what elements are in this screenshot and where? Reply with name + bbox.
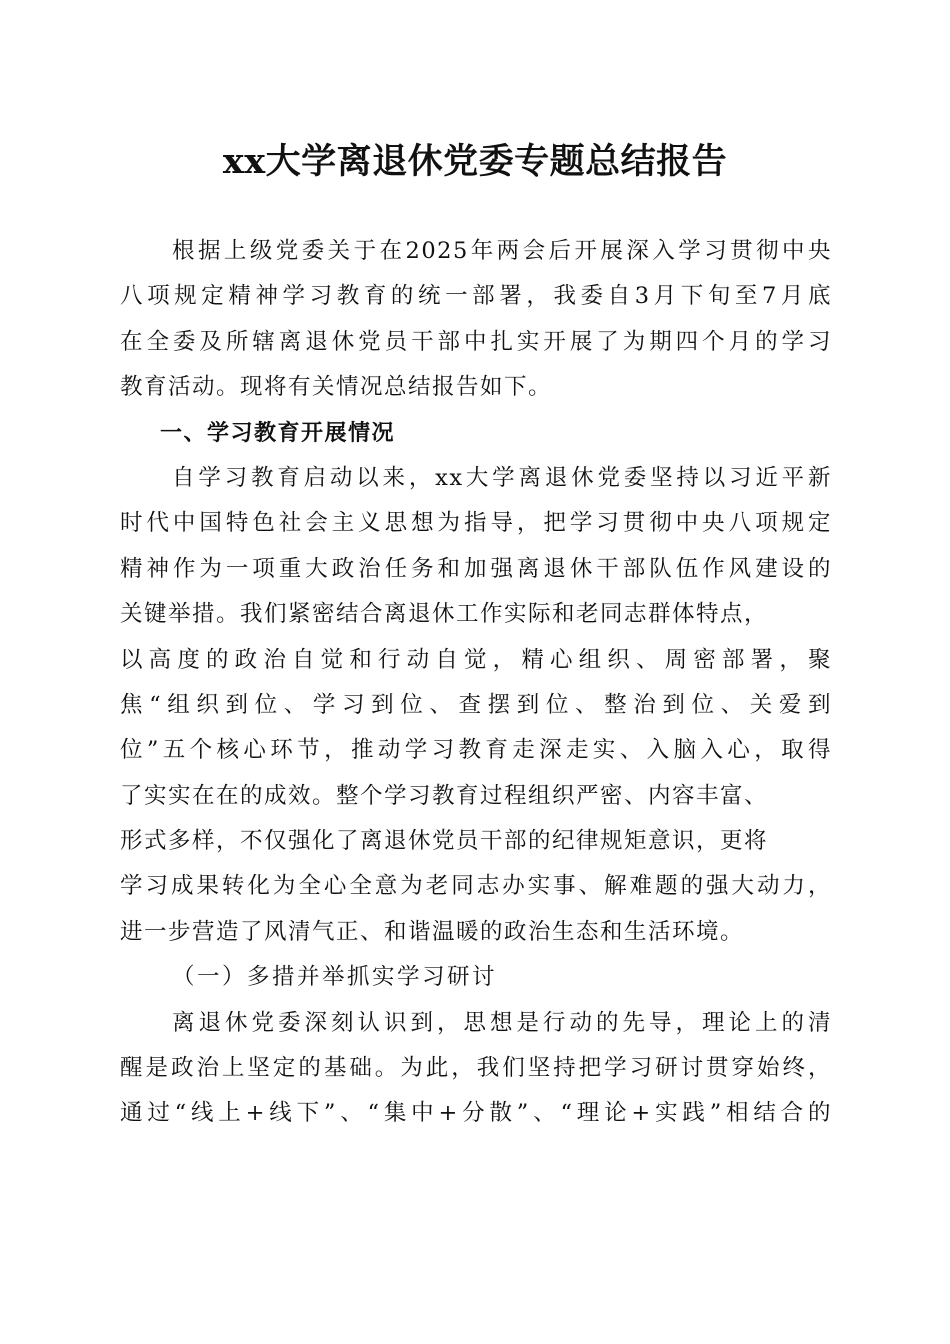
paragraph-line: 进一步营造了风清气正、和谐温暖的政治生态和生活环境。 — [120, 918, 745, 945]
paragraph-line: 位”五个核心环节，推动学习教育走深走实、入脑入心，取得 — [120, 737, 832, 764]
paragraph-line: 以高度的政治自觉和行动自觉，精心组织、周密部署，聚 — [120, 646, 832, 673]
paragraph-line: 通过“线上+线下”、“集中+分散”、“理论+实践”相结合的 — [120, 1100, 832, 1127]
paragraph-line: 时代中国特色社会主义思想为指导，把学习贯彻中央八项规定 — [120, 510, 832, 537]
document-body — [120, 229, 832, 1137]
paragraph-line: 了实实在在的成效。整个学习教育过程组织严密、内容丰富、 — [120, 782, 769, 809]
paragraph-line: 自学习教育启动以来，xx大学离退休党委坚持以习近平新 — [172, 464, 832, 491]
paragraph-line: 在全委及所辖离退休党员干部中扎实开展了为期四个月的学习 — [120, 328, 832, 355]
paragraph-line: 醒是政治上坚定的基础。为此，我们坚持把学习研讨贯穿始终， — [120, 1055, 832, 1082]
document-title: xx大学离退休党委专题总结报告 — [222, 141, 728, 182]
paragraph-line: 离退休党委深刻认识到，思想是行动的先导，理论上的清 — [172, 1009, 832, 1036]
paragraph-line: 形式多样，不仅强化了离退休党员干部的纪律规矩意识，更将 — [120, 828, 769, 855]
paragraph-line: 关键举措。我们紧密结合离退休工作实际和老同志群体特点， — [120, 601, 769, 628]
paragraph-line: 根据上级党委关于在2025年两会后开展深入学习贯彻中央 — [172, 238, 832, 264]
paragraph-line: 八项规定精神学习教育的统一部署，我委自3月下旬至7月底 — [120, 283, 832, 310]
paragraph-line: 教育活动。现将有关情况总结报告如下。 — [120, 374, 553, 401]
section-heading: 一、学习教育开展情况 — [160, 420, 396, 446]
paragraph-line: 焦“组织到位、学习到位、查摆到位、整治到位、关爱到 — [120, 691, 832, 718]
paragraph-line: 学习成果转化为全心全意为老同志办实事、解难题的强大动力， — [120, 873, 832, 900]
subsection-heading: （一）多措并举抓实学习研讨 — [172, 964, 498, 991]
paragraph-line: 精神作为一项重大政治任务和加强离退休干部队伍作风建设的 — [120, 555, 832, 582]
